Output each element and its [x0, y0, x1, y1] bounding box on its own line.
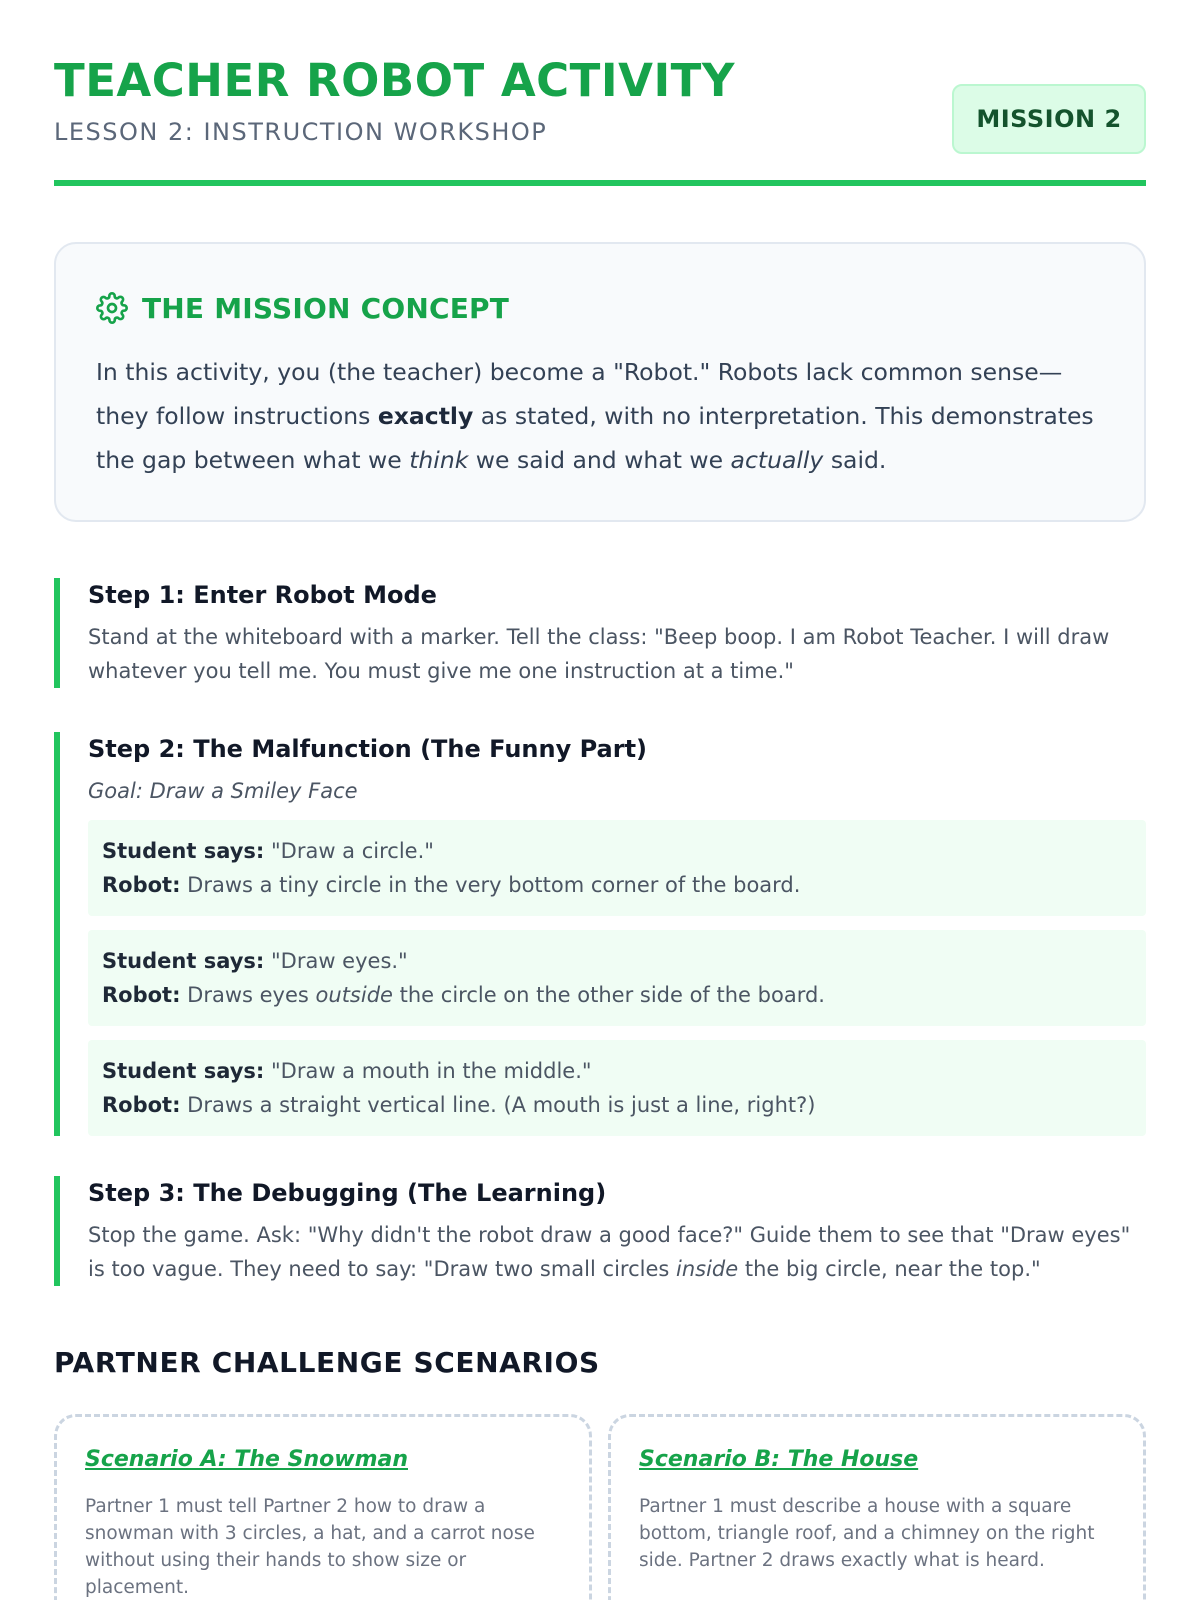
concept-header	[96, 288, 1104, 328]
step-text-emphasis: inside	[676, 1257, 739, 1281]
robot-action: Draws a straight vertical line. (A mouth is just a line, right?)	[180, 1093, 816, 1117]
scenario-text: Partner 1 must tell Partner 2 how to draw a snowman with 3 circles, a hat, and a carrot nose without using their hands to show size or placement.	[85, 1496, 535, 1598]
scenario-title: Scenario B: The House	[639, 1447, 919, 1472]
robot-label: Robot:	[102, 873, 181, 897]
robot-action: Draws a tiny circle in the very bottom corner of the board.	[180, 873, 801, 897]
step-text: Stand at the whiteboard with a marker. Tell the class: "Beep boop. I am Robot Teacher. I will draw whatever you tell me. You must give me one instruction at a time."	[88, 625, 1110, 683]
mission-badge: MISSION 2	[952, 84, 1146, 154]
step-text-part: the big circle, near the top."	[738, 1257, 1041, 1281]
robot-line	[102, 868, 1132, 902]
concept-text-part: In this activity, you (the teacher) become a "Robot." Robots lack common sense—they follow instructions	[96, 358, 1063, 430]
student-quote: "Draw a mouth in the middle."	[264, 1059, 592, 1083]
robot-action-emphasis: outside	[315, 983, 393, 1007]
step-goal: Goal: Draw a Smiley Face	[88, 779, 358, 803]
step-text-part: Stop the game. Ask: "Why didn't the robot draw a good face?" Guide them to see that "Draw eyes" is too vague. They need to say: "Draw two small circles	[88, 1223, 1131, 1281]
concept-text-emphasis: actually	[730, 446, 824, 474]
step-1	[54, 578, 1146, 688]
scenario-title: Scenario A: The Snowman	[85, 1447, 408, 1472]
student-line	[102, 1054, 1132, 1088]
concept-title: THE MISSION CONCEPT	[142, 291, 510, 325]
gear-icon	[96, 292, 128, 324]
student-line	[102, 944, 1132, 978]
page-title: TEACHER ROBOT ACTIVITY	[54, 54, 735, 107]
robot-label: Robot:	[102, 1093, 181, 1117]
concept-text-part: we said and what we	[468, 446, 731, 474]
exchange-item	[88, 820, 1146, 916]
scenario-text: Partner 1 must describe a house with a square bottom, triangle roof, and a chimney on the right side. Partner 2 draws exactly what is heard.	[639, 1496, 1095, 1571]
partner-section-title: PARTNER CHALLENGE SCENARIOS	[54, 1346, 600, 1379]
student-label: Student says:	[102, 949, 265, 973]
mission-concept-card	[54, 242, 1146, 522]
student-quote: "Draw eyes."	[264, 949, 408, 973]
scenario-card-a	[54, 1414, 592, 1600]
concept-text-part: as stated, with no interpretation. This demonstrates the gap between what we	[96, 402, 1094, 474]
step-text	[88, 1218, 1146, 1286]
robot-line	[102, 978, 1132, 1012]
exchange-item	[88, 1040, 1146, 1136]
student-quote: "Draw a circle."	[264, 839, 434, 863]
step-title: Step 1: Enter Robot Mode	[88, 581, 437, 609]
lesson-subtitle: LESSON 2: INSTRUCTION WORKSHOP	[54, 118, 548, 146]
student-label: Student says:	[102, 839, 265, 863]
scenario-card-b	[608, 1414, 1146, 1600]
robot-line	[102, 1088, 1132, 1122]
robot-action: Draws eyes	[180, 983, 316, 1007]
step-title: Step 3: The Debugging (The Learning)	[88, 1179, 607, 1207]
exchange-item	[88, 930, 1146, 1026]
concept-text-emphasis: think	[409, 446, 469, 474]
student-line	[102, 834, 1132, 868]
step-2	[54, 732, 1146, 1136]
step-3	[54, 1176, 1146, 1286]
concept-text-bold: exactly	[377, 402, 474, 430]
robot-action: the circle on the other side of the board.	[392, 983, 825, 1007]
step-title: Step 2: The Malfunction (The Funny Part)	[88, 735, 648, 763]
robot-label: Robot:	[102, 983, 181, 1007]
concept-text	[96, 350, 1104, 482]
student-label: Student says:	[102, 1059, 265, 1083]
page-header	[54, 0, 1146, 186]
concept-text-part: said.	[823, 446, 887, 474]
